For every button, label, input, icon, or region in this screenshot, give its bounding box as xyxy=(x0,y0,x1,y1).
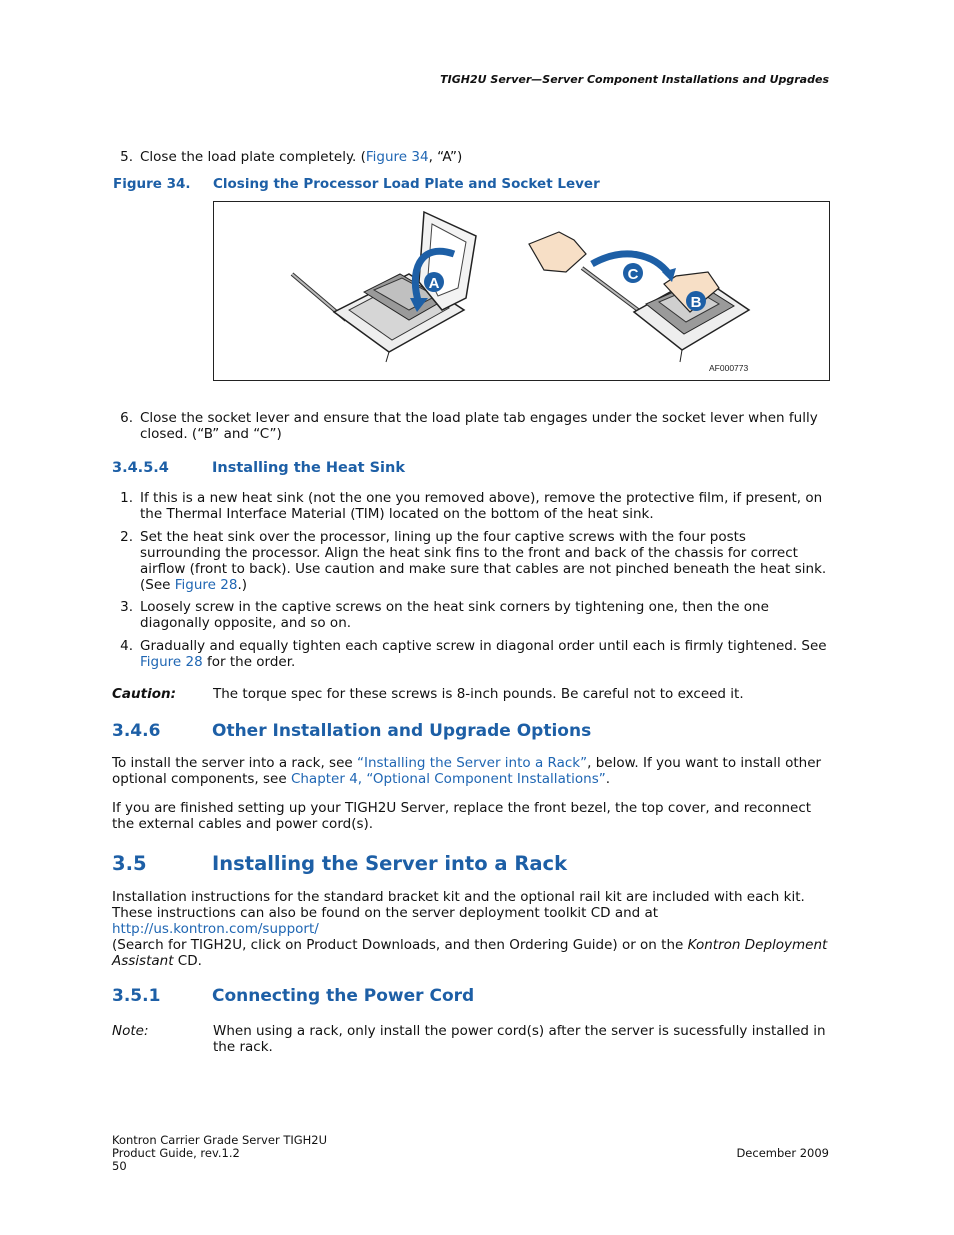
hand-icon xyxy=(529,232,586,272)
figure-title: Closing the Processor Load Plate and Socket Lever xyxy=(213,176,600,192)
step-text-tail: for the order. xyxy=(202,654,296,670)
marker-b: B xyxy=(690,294,702,311)
step-text: Loosely screw in the captive screws on the heat sink corners by tightening one, then the one diagonally opposite, and so on. xyxy=(140,599,769,631)
section-number: 3.4.5.4 xyxy=(112,460,169,476)
footer-guide: Product Guide, rev.1.2 xyxy=(112,1146,240,1160)
step-text-tail: .) xyxy=(237,577,248,593)
paragraph-text: , below. If you want to install other optional components, see xyxy=(112,755,822,787)
step-number: 1. xyxy=(120,490,133,506)
page-number: 50 xyxy=(112,1159,127,1173)
paragraph-text: To install the server into a rack, see xyxy=(112,755,357,771)
section-number: 3.5.1 xyxy=(112,986,161,1006)
chapter-4-link[interactable]: Chapter 4, “Optional Component Installations” xyxy=(290,771,606,787)
step-text: Close the load plate completely. ( xyxy=(140,149,366,165)
footer-date: December 2009 xyxy=(736,1146,829,1160)
step-text-tail: , “A”) xyxy=(428,149,463,165)
heatsink-step-1 xyxy=(113,490,831,522)
step-number: 3. xyxy=(120,599,133,615)
paragraph-text: CD. xyxy=(173,953,202,969)
heatsink-step-4 xyxy=(113,638,831,670)
right-socket-drawing xyxy=(529,232,749,362)
running-header: TIGH2U Server—Server Component Installations and Upgrades xyxy=(440,73,829,86)
figure-34-illustration xyxy=(213,201,830,381)
kontron-support-link[interactable]: http://us.kontron.com/support/ xyxy=(112,921,319,937)
section-heading-35 xyxy=(112,852,567,875)
installing-rack-link[interactable]: “Installing the Server into a Rack” xyxy=(356,755,588,771)
step-number: 5. xyxy=(120,149,133,165)
section-number: 3.4.6 xyxy=(112,721,161,741)
figure-label: Figure 34. xyxy=(113,176,191,192)
figure-id-code: AF000773 xyxy=(709,363,749,373)
section-heading-3454 xyxy=(112,460,405,476)
paragraph-finished: If you are finished setting up your TIGH2U Server, replace the front bezel, the top cover, and reconnect the external cables and power cord(s). xyxy=(112,800,812,832)
step-5 xyxy=(113,149,831,165)
figure-28-link[interactable]: Figure 28 xyxy=(140,654,203,670)
step-6 xyxy=(113,410,831,442)
section-heading-346 xyxy=(112,721,591,741)
processor-socket-diagram xyxy=(214,202,829,380)
step-text: Close the socket lever and ensure that the load plate tab engages under the socket lever when fully closed. (“B” and “C”) xyxy=(140,410,818,442)
note-label: Note: xyxy=(112,1023,149,1039)
footer-left xyxy=(112,1134,327,1173)
step-number: 6. xyxy=(120,410,133,426)
section-title: Installing the Server into a Rack xyxy=(212,852,568,875)
paragraph-text: (Search for TIGH2U, click on Product Downloads, and then Ordering Guide) or on the xyxy=(112,937,688,953)
step-number: 2. xyxy=(120,529,133,545)
paragraph-rack-intro xyxy=(112,755,832,787)
section-title: Connecting the Power Cord xyxy=(212,986,475,1006)
heatsink-step-2 xyxy=(113,529,831,593)
paragraph-text: Installation instructions for the standard bracket kit and the optional rail kit are included with each kit. These instructions can also be found on the server deployment toolkit CD and at xyxy=(112,889,805,921)
step-text: If this is a new heat sink (not the one you removed above), remove the protective film, if present, on the Thermal Interface Material (TIM) located on the bottom of the heat sink. xyxy=(140,490,823,522)
step-number: 4. xyxy=(120,638,133,654)
marker-c: C xyxy=(627,266,639,283)
section-heading-351 xyxy=(112,986,474,1006)
caution-label: Caution: xyxy=(112,686,176,702)
note-text: When using a rack, only install the power cord(s) after the server is sucessfully installed in the rack. xyxy=(213,1023,826,1055)
section-number: 3.5 xyxy=(112,852,147,875)
paragraph-rack-instructions xyxy=(112,889,832,969)
figure-28-link[interactable]: Figure 28 xyxy=(174,577,238,593)
figure-caption xyxy=(113,176,600,192)
marker-a: A xyxy=(428,275,440,292)
footer-product: Kontron Carrier Grade Server TIGH2U xyxy=(112,1133,328,1147)
paragraph-text: . xyxy=(605,771,611,787)
section-title: Installing the Heat Sink xyxy=(212,460,405,476)
figure-34-link[interactable]: Figure 34 xyxy=(365,149,429,165)
left-socket-drawing xyxy=(292,212,476,362)
section-title: Other Installation and Upgrade Options xyxy=(212,721,592,741)
step-text: Gradually and equally tighten each captive screw in diagonal order until each is firmly tightened. See xyxy=(140,638,827,654)
caution-text: The torque spec for these screws is 8-inch pounds. Be careful not to exceed it. xyxy=(213,686,744,702)
heatsink-step-3 xyxy=(113,599,831,631)
step-text: Set the heat sink over the processor, lining up the four captive screws with the four posts surrounding the processor. Align the heat sink fins to the front and back of the chassis for correct airflow (front to back). Use caution and make sure that cables are not pinched beneath the heat sink. (See xyxy=(140,529,827,593)
product-name: Kontron Deployment Assistant xyxy=(112,937,828,969)
